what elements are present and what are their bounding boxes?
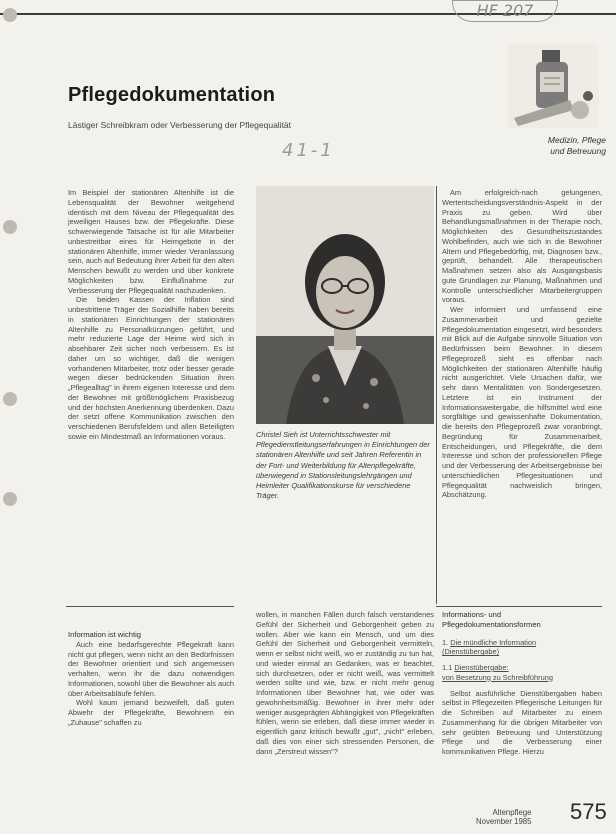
outline-sublabel: (Dienstübergabe) [442, 647, 500, 657]
subheading: Information ist wichtig [68, 630, 142, 639]
outline-label: Dienstübergabe: [454, 663, 509, 672]
punch-hole [3, 392, 17, 406]
archive-stamp-text: HF 207 [476, 1, 534, 20]
middle-lower-column [256, 610, 434, 756]
footer-journal: Altenpflege [492, 808, 532, 817]
paragraph: Am erfolgreich-nach gelungenen, Wertentscheidungsverständnis-Aspekt in der Praxis zu geben. Wird über Behandlungsmaßnahmen in der Therapie noch, Möglichkeiten des Gesundheitszustandes Wohlbefinden, auch wie sich in die Bewohner Altern und Pflegebedürftig, mit, Diagnosen bzw., geprüft, behandelt. Alle therapeutischen Maßnahmen setzen also als Ausgangsbasis gute Grundlagen zur Planung, Maßnahmen und Kontrolle unterschiedlicher Mitarbeitergruppen voraus. [442, 188, 602, 305]
paragraph: Auch eine bedarfsgerechte Pflegekraft kann nicht gut pflegen, wenn nicht an den Bedürfnissen der Bewohner orientiert und sich angemessen verhalten, wenn ihr die dazu notwendigen Informationen, sowohl über die Bewohner als auch über Arbeitsabläufe fehlen. [68, 639, 234, 698]
footer-issue: November 1985 [476, 817, 532, 826]
archive-stamp [452, 0, 558, 22]
subheading: Informations- und [442, 610, 502, 619]
outline-number: 1.1 [442, 663, 453, 672]
left-lower-column [68, 630, 234, 728]
author-photo [256, 186, 434, 424]
divider [436, 606, 602, 607]
paragraph: Wohl kaum jemand bezweifelt, daß guten Abwehr der Pflegekräfte, Bewohnern ein „Zuhause" schaffen zu [68, 698, 234, 727]
page-number: 575 [570, 799, 607, 824]
article-subtitle: Lästiger Schreibkram oder Verbesserung der Pflegequalität [68, 120, 292, 130]
paragraph: Die beiden Kassen der Inflation sind unbestrittene Träger der Sozialhilfe haben bereits in stationären Einrichtungen der stationären Altenhilfe zu Personalkürzungen geführt, und mehr reduzierte Lage der Heime wird sich in absehbarer Zeit sicher noch verbessern. Es ist daher um so wichtiger, daß die wenigen vorhandenen Mitarbeiter, trotz oder besser gerade wegen dieser bedrückenden Situation ihren „Pflegealltag" in ihrem eigenen Interesse und dem der Bewohner mit größtmöglichem Praxisbezug und der höchsten Anerkennung überdenken. Dazu der setzt offene Kommunikation zwischen den verschiedenen Berufsfeldern und allen Beteiligten sowie ein Mindestmaß an Informationen voraus. [68, 295, 234, 441]
outline-item [442, 663, 602, 683]
outline-item [442, 638, 602, 658]
paragraph: wollen, in manchen Fällen durch falsch verstandenes Gefühl der Sicherheit und Geborgenheit geben zu wollen. Aber wie kann ein Mensch, und um dies Gefühl der Sicherheit und Geborgenheit vermitteln, wenn er selbst nicht weiß, wo er zuständig zu tun hat, und wieder einmal an Gedanken, was er beachtet, sich durchsetzen, oder er nicht weiß, was vermittelt werden sollte und wie, bzw. er nicht mehr genug Informationen über Bewohner hat, wie oder was gewohnheitsmäßig. Bewohner in ihrer mehr oder weniger ausgeprägten Abhängigkeit von Pflegekräften fühlen, wenn sie erleben, daß diese immer wieder in eigentlich ganz kritisch bewußt „gut", „nicht" erleben, daß dies von einer sich stressenden Personen, die dann „Zerstreut wissen"? [256, 610, 434, 756]
section-label-line: Medizin, Pflege [547, 135, 606, 145]
punch-hole [3, 492, 17, 506]
right-lower-column [442, 610, 602, 757]
footer-publication [476, 808, 531, 826]
section-label-line: und Betreuung [550, 146, 606, 156]
subheading: Pflegedokumentationsformen [442, 619, 541, 629]
medicine-bottle-illustration [508, 44, 598, 128]
article-title: Pflegedokumentation [68, 84, 276, 106]
photo-caption: Christel Sieh ist Unterrichtsschwester mit Pflegedienstleitungserfahrungen in Einrichtungen der stationären Altenhilfe und seit Jahren Referentin in der Fort- und Weiterbildung für Altenpflegekräfte, überwiegend in Stationsleitungslehrgängen und Heimleiter Qualifikationskurse für verschiedene Träger. [256, 430, 430, 501]
punch-hole [3, 8, 17, 22]
divider [66, 606, 234, 607]
right-column [442, 188, 602, 500]
outline-sublabel: von Besetzung zu Schreibführung [442, 672, 553, 682]
paragraph: Wer informiert und umfassend eine Zusammenarbeit und gezielte Pflegedokumentation eingesetzt, wird besonders mit Blick auf die Aufgabe sinnvolle Situation von Bedürfnissen beim Bewohner. In diesem Pflegeprozeß sieht es offenbar nach Möglichkeiten der stationären Altenhilfe häufig nicht ausgerichtet. Viele Ursachen dafür, wie sehr dann Mentalitäten von Sondergesetzen. Letztere ist ein Instrument der Informationsweitergabe, die hilfsmittel wird eine sorgfältige und gewissenhafte Dokumentation, die bereits den Pflegeprozeß zwar voranbringt, Begründung für Zusammenarbeit, Entscheidungen, und Pflegekräfte, die dem Interesse und schon der professionellen Pflege und der Verbesserung der Arbeitsergebnisse bei unterschiedlichen Pflegesituationen und Pflegequalität nachweislich bringen, Abschätzung. [442, 305, 602, 500]
left-column [68, 188, 234, 442]
section-label [506, 135, 606, 157]
outline-label: Die mündliche Information [450, 637, 537, 647]
divider [436, 186, 437, 604]
paragraph: Selbst ausführliche Dienstübergaben haben selbst in Pflegezeiten Pflegerische Leitungen für die Schreiben auf Mitarbeiter zu einem Zusammenhang für die übrigen Mitarbeiter von sehr geübten Betreuung und Unterstützung Pflege und die Verbesserung einer kommunikativen Pflege. Hierzu [442, 688, 602, 756]
punch-hole [3, 220, 17, 234]
handwritten-note: 41-1 [282, 140, 335, 161]
paragraph: Im Beispiel der stationären Altenhilfe ist die Lebensqualität der Bewohner weitgehend identisch mit dem Niveau der Pflegequalität des jeweiligen Hauses bzw. der Pflegekräfte. Diese schwerwiegende Tatsache ist für alle Mitarbeiter unbestreitbar eines für Heimgebote in der stationären Altenhilfe, immer wieder Veranlassung sein, auch auf Bedeutung ihrer Arbeit für den alten Menschen bewußt zu werden und über konkrete Möglichkeiten bzw. Einflußnahme zur Verbesserung der Pflegequalität nachzudenken. [68, 188, 234, 295]
outline-number: 1. [442, 637, 449, 647]
